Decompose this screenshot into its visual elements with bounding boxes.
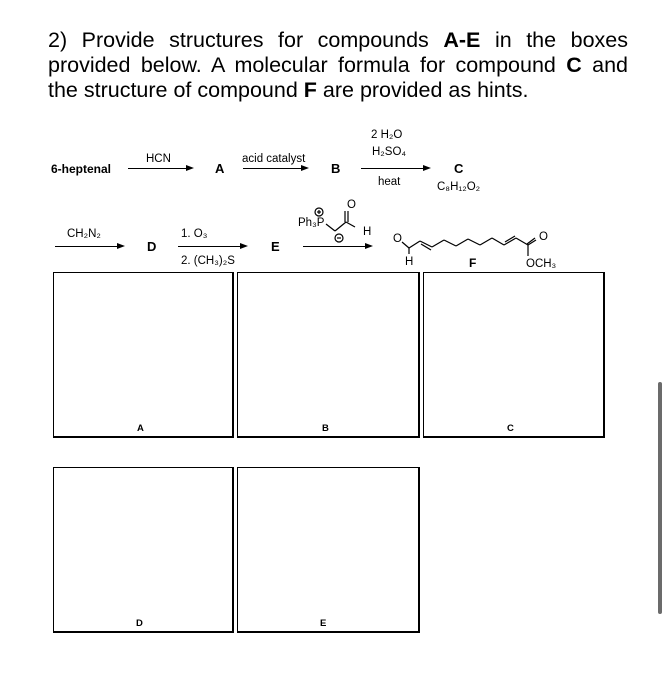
- ylide-ph3p: Ph₃P: [298, 217, 325, 229]
- ylide-h: H: [363, 226, 372, 238]
- answer-box-d-label: D: [136, 618, 143, 629]
- arrow-hydrolysis: [361, 168, 425, 169]
- answer-box-c-label: C: [507, 423, 514, 434]
- label-c: C: [454, 161, 464, 176]
- answer-box-e-label: E: [320, 618, 327, 629]
- arrow-acid: [243, 168, 303, 169]
- compound-f-o-left: O: [393, 233, 402, 245]
- reagent-heat: heat: [378, 176, 401, 188]
- start-material: 6-heptenal: [51, 162, 112, 176]
- arrow-ozonolysis-head: [240, 243, 248, 249]
- reagent-water: 2 H₂O: [371, 129, 403, 141]
- answer-box-a[interactable]: [53, 272, 234, 438]
- arrow-ozonolysis: [178, 246, 242, 247]
- answer-box-d[interactable]: [53, 467, 234, 633]
- question-number: 2): [48, 28, 68, 52]
- reagent-sulfuric-acid: H₂SO₄: [372, 146, 407, 158]
- compound-f-o-right: O: [539, 231, 548, 243]
- reagent-diazomethane: CH₂N₂: [67, 228, 101, 240]
- compound-f-h: H: [405, 256, 414, 268]
- label-f: F: [469, 256, 477, 270]
- label-a: A: [215, 161, 225, 176]
- arrow-ch2n2-head: [117, 243, 125, 249]
- answer-box-c[interactable]: [423, 272, 605, 438]
- arrow-wittig-head: [365, 243, 373, 249]
- formula-c: C₈H₁₂O₂: [437, 181, 481, 193]
- arrow-hcn: [128, 168, 188, 169]
- label-e: E: [271, 239, 280, 254]
- arrow-acid-head: [301, 165, 309, 171]
- arrow-wittig: [303, 246, 367, 247]
- answer-box-b[interactable]: [237, 272, 420, 438]
- answer-box-e[interactable]: [237, 467, 420, 633]
- ylide-o: O: [347, 199, 356, 211]
- vertical-scrollbar[interactable]: [658, 382, 662, 614]
- label-b: B: [331, 161, 341, 176]
- answer-box-a-label: A: [137, 423, 144, 434]
- arrow-ch2n2: [55, 246, 119, 247]
- reagent-hcn: HCN: [146, 153, 171, 165]
- label-d: D: [147, 239, 157, 254]
- compound-f-och3: OCH₃: [526, 258, 557, 270]
- arrow-hcn-head: [186, 165, 194, 171]
- reagent-acid-catalyst: acid catalyst: [242, 153, 306, 165]
- arrow-hydrolysis-head: [423, 165, 431, 171]
- reagent-dimethyl-sulfide: 2. (CH₃)₂S: [181, 255, 235, 267]
- answer-box-b-label: B: [322, 423, 329, 434]
- question-text: 2) Provide structures for compounds A-E in the boxes provided below. A molecular formula for compound C and the structure of compound F are provided as hints.: [48, 28, 628, 102]
- reagent-ozone: 1. O₃: [181, 228, 208, 240]
